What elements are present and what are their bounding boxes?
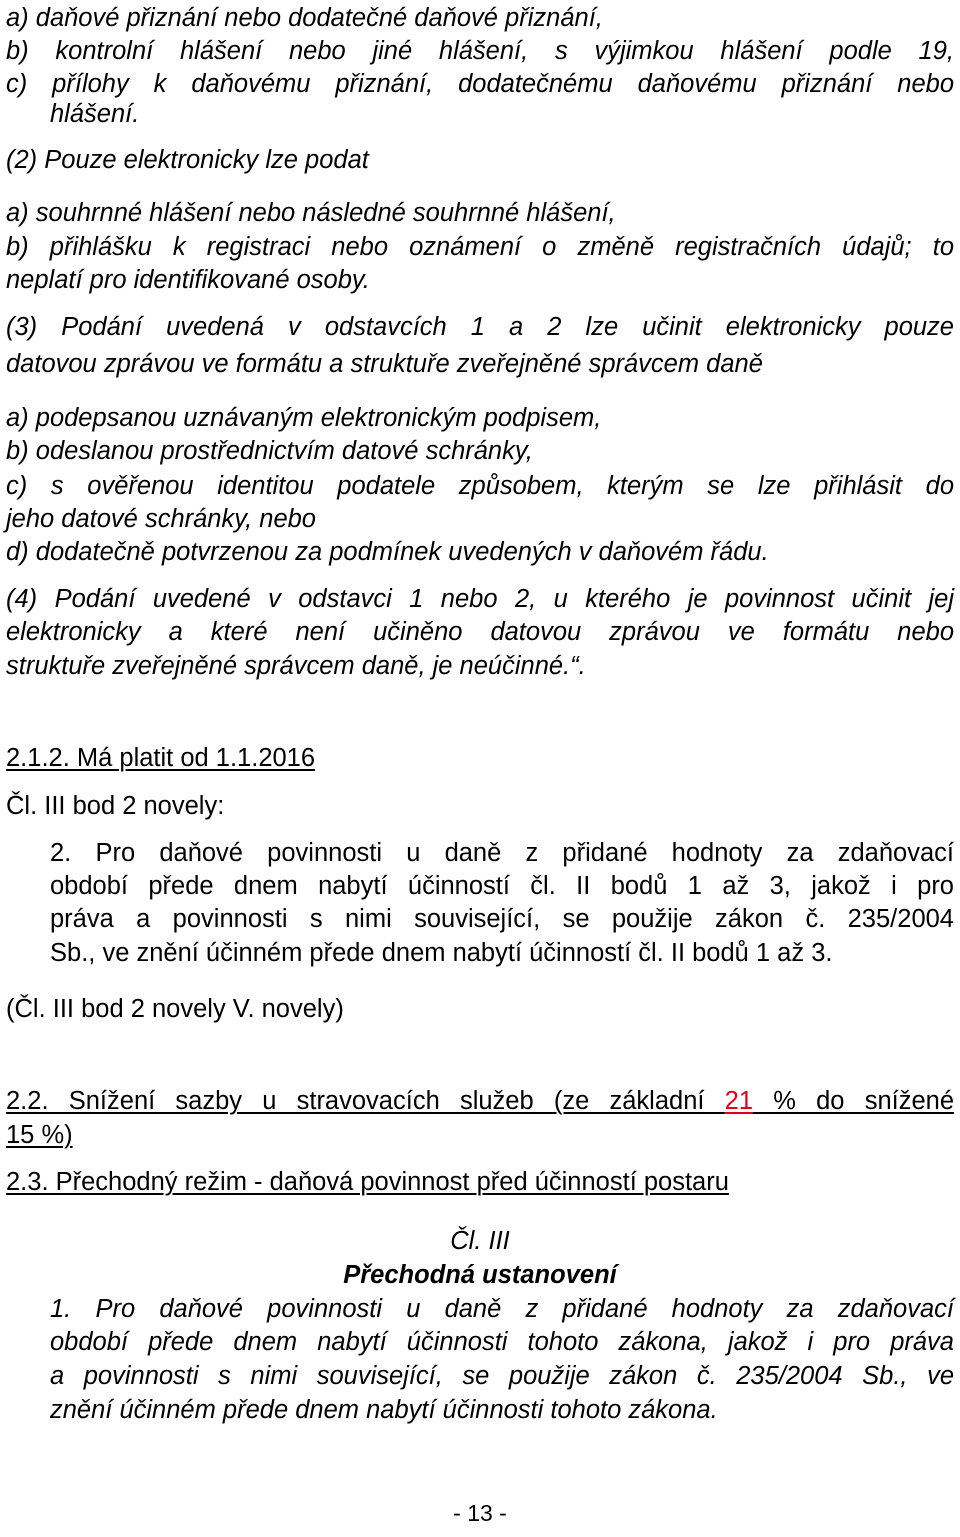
paragraph-line: (2) Pouze elektronicky lze podat: [6, 146, 369, 174]
paragraph-line: a) podepsanou uznávaným elektronickým podpisem,: [6, 404, 602, 432]
paragraph-line: období přede dnem nabytí účinnosti tohoto zákona, jakož i pro práva: [50, 1328, 954, 1356]
paragraph-line: Sb., ve znění účinném přede dnem nabytí účinností čl. II bodů 1 až 3.: [50, 939, 833, 967]
page-number: - 13 -: [453, 1500, 507, 1526]
paragraph-line: a) souhrnné hlášení nebo následné souhrnné hlášení,: [6, 199, 616, 227]
paragraph-line: práva a povinnosti s nimi související, se použije zákon č. 235/2004: [50, 905, 954, 933]
paragraph-line: znění účinném přede dnem nabytí účinnosti tohoto zákona.: [50, 1396, 718, 1424]
article-title: Přechodná ustanovení: [343, 1261, 617, 1289]
paragraph-line: d) dodatečně potvrzenou za podmínek uvedených v daňovém řádu.: [6, 538, 769, 566]
paragraph-line: b) odeslanou prostřednictvím datové schránky,: [6, 437, 533, 465]
paragraph-line: c) přílohy k daňovému přiznání, dodatečnému daňovému přiznání nebo: [6, 70, 954, 98]
paragraph-line: elektronicky a které není učiněno datovou zprávou ve formátu nebo: [6, 618, 954, 646]
paragraph-line: struktuře zveřejněné správcem daně, je neúčinné.“.: [6, 652, 586, 680]
section-heading-line: [6, 1085, 954, 1117]
paragraph-line: období přede dnem nabytí účinností čl. II bodů 1 až 3, jakož i pro: [50, 872, 954, 900]
section-heading: 2.1.2. Má platit od 1.1.2016: [6, 744, 316, 772]
paragraph-line: datovou zprávou ve formátu a struktuře zveřejněné správcem daně: [6, 350, 763, 378]
paragraph-line: b) kontrolní hlášení nebo jiné hlášení, s výjimkou hlášení podle 19,: [6, 37, 954, 65]
paragraph-line: a povinnosti s nimi související, se použije zákon č. 235/2004 Sb., ve: [50, 1362, 954, 1390]
paragraph-line: 2. Pro daňové povinnosti u daně z přidané hodnoty za zdaňovací: [50, 839, 954, 867]
heading-text: 15 %): [6, 1121, 73, 1149]
paragraph-line: b) přihlášku k registraci nebo oznámení o změně registračních údajů; to: [6, 233, 954, 261]
section-subheading: Čl. III bod 2 novely:: [6, 792, 225, 820]
heading-text: % do snížené: [753, 1087, 955, 1115]
paragraph-line: jeho datové schránky, nebo: [6, 505, 316, 533]
paragraph-line: hlášení.: [50, 100, 140, 128]
paragraph-line: a) daňové přiznání nebo dodatečné daňové přiznání,: [6, 4, 603, 32]
section-heading: 2.3. Přechodný režim - daňová povinnost před účinností postaru: [6, 1168, 729, 1196]
paragraph-line: (3) Podání uvedená v odstavcích 1 a 2 lze učinit elektronicky pouze: [6, 313, 954, 341]
highlighted-rate: 21: [724, 1087, 754, 1115]
note-line: (Čl. III bod 2 novely V. novely): [6, 995, 344, 1023]
paragraph-line: 1. Pro daňové povinnosti u daně z přidané hodnoty za zdaňovací: [50, 1295, 954, 1323]
paragraph-line: neplatí pro identifikované osoby.: [6, 266, 370, 294]
article-number: Čl. III: [450, 1227, 510, 1255]
heading-text: 2.2. Snížení sazby u stravovacích služeb (ze základní: [6, 1087, 725, 1115]
paragraph-line: c) s ověřenou identitou podatele způsobem, kterým se lze přihlásit do: [6, 472, 954, 500]
paragraph-line: (4) Podání uvedené v odstavci 1 nebo 2, u kterého je povinnost učinit jej: [6, 585, 954, 613]
